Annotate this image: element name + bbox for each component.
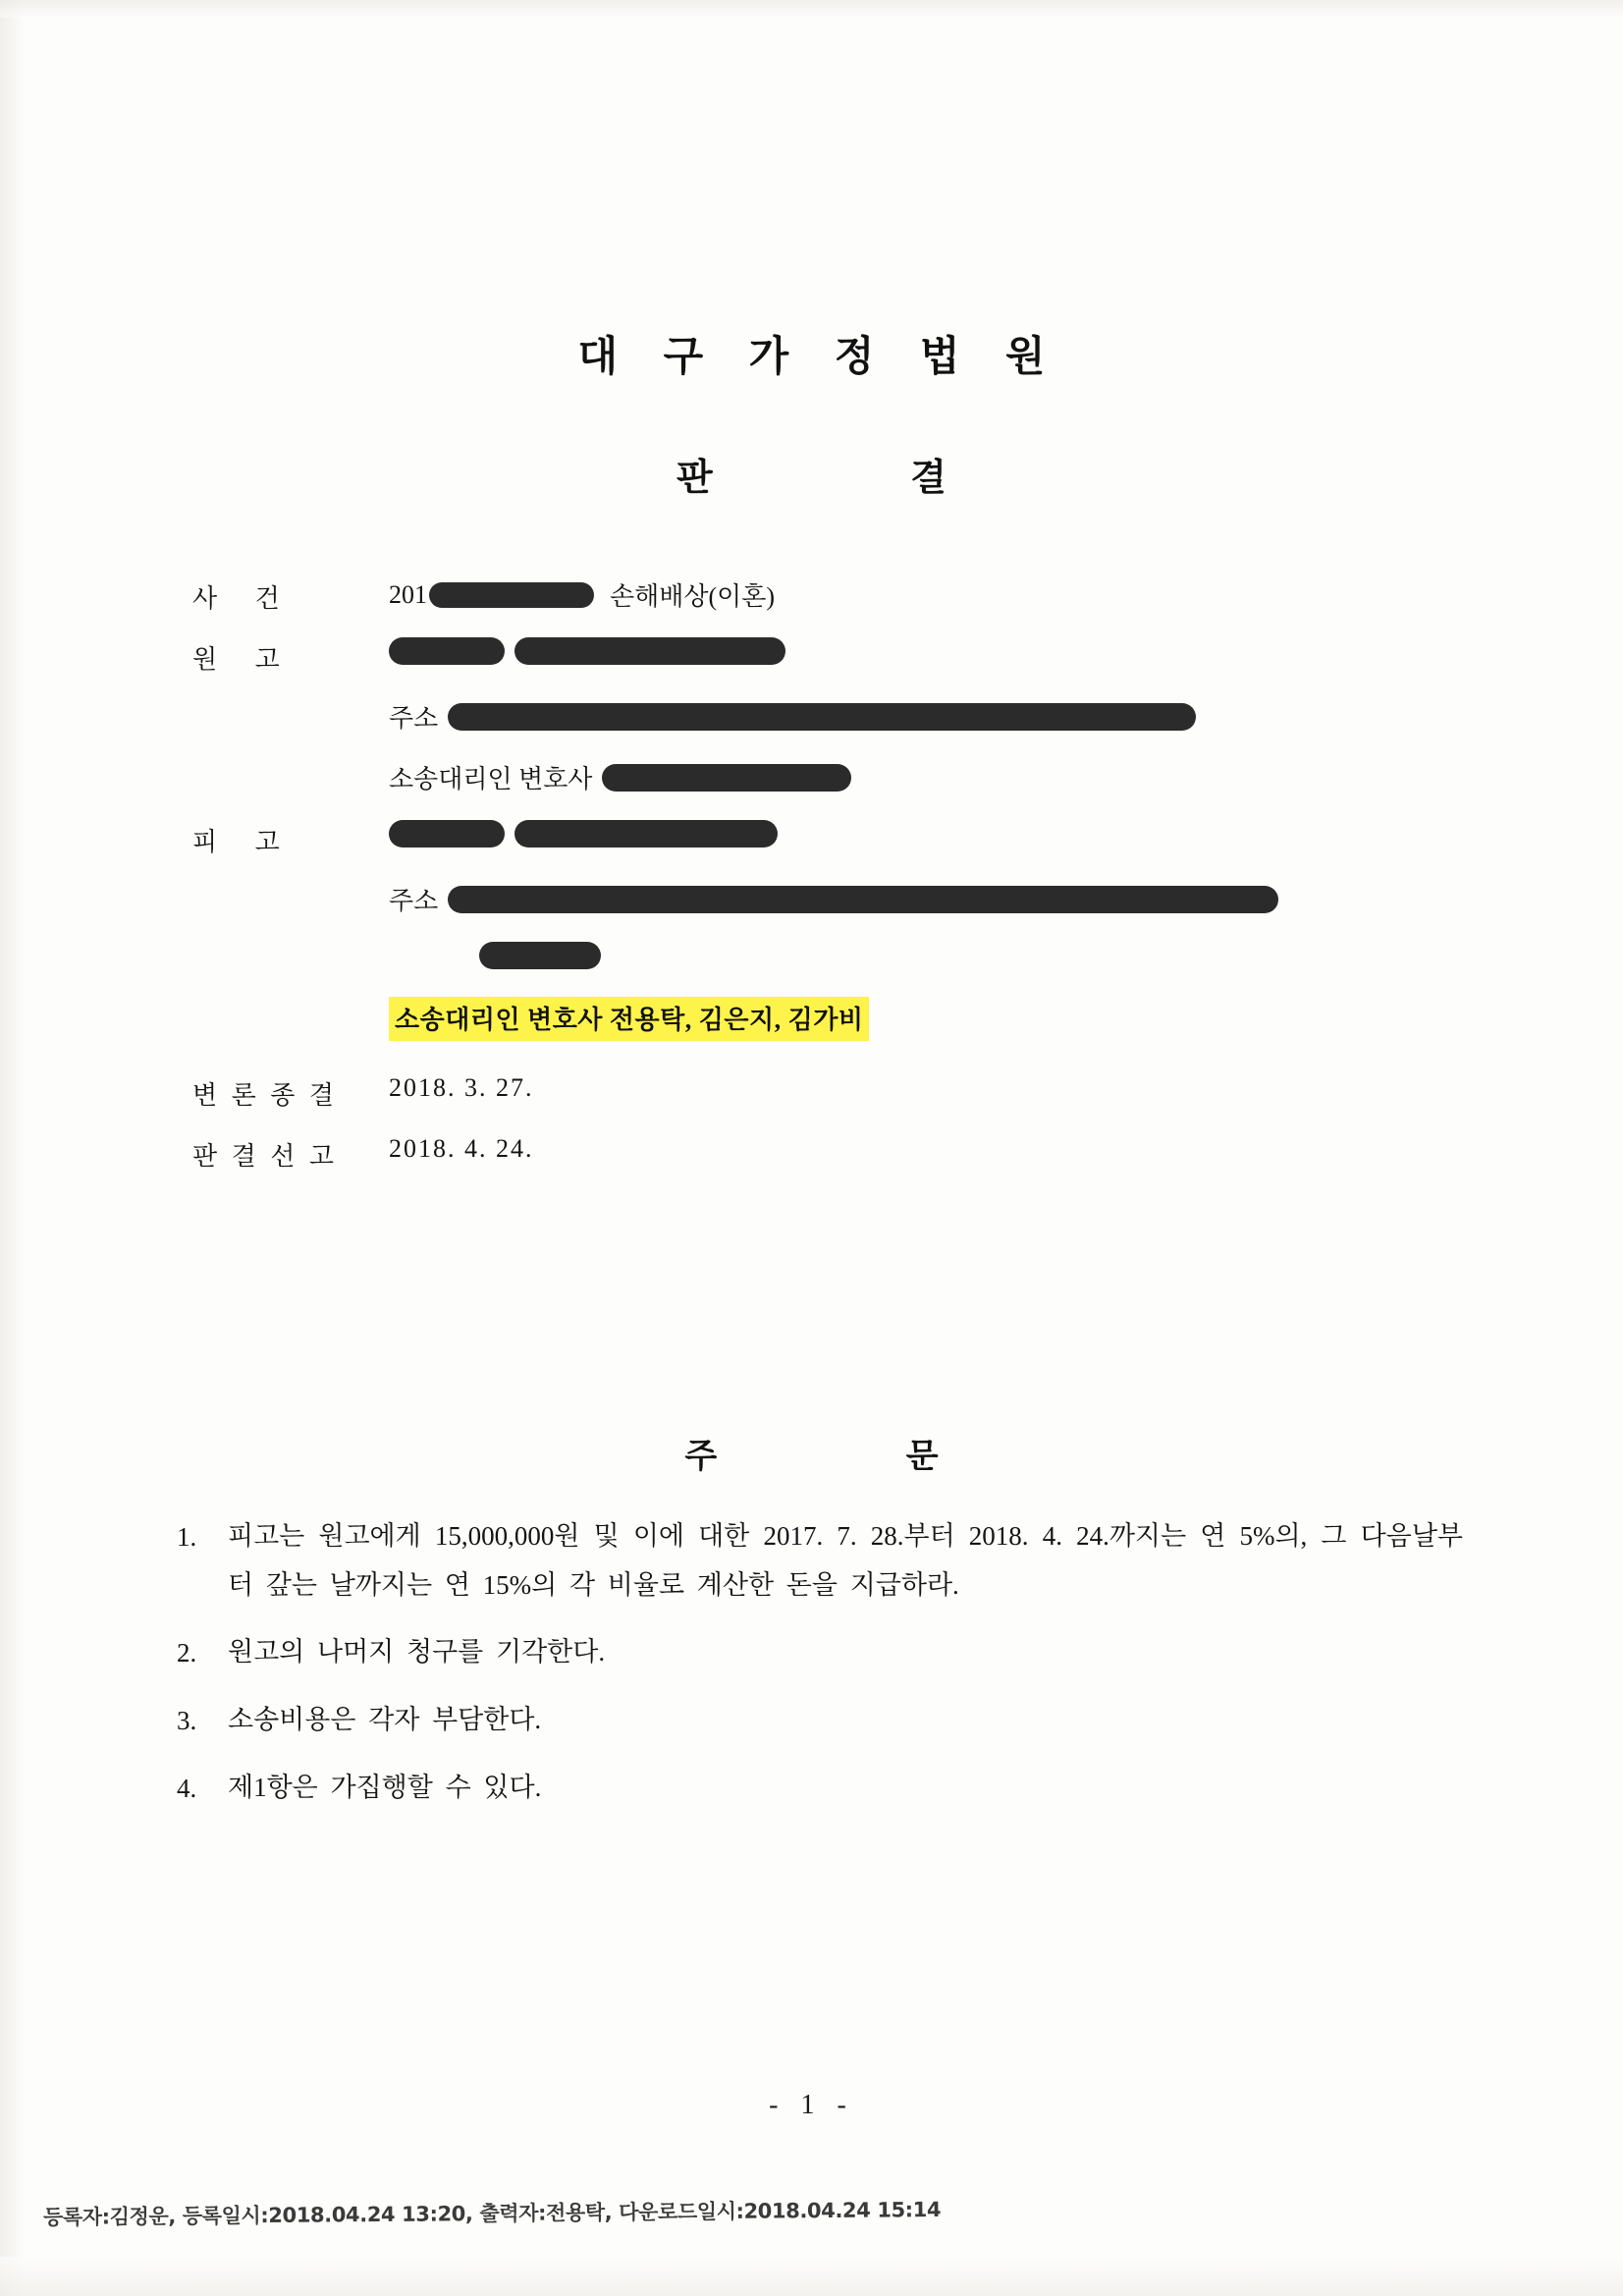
defendant-row <box>192 818 1469 879</box>
defendant-label: 피 고 <box>192 828 296 856</box>
case-name: 손해배상(이혼) <box>610 582 776 611</box>
plaintiff-counsel-label: 소송대리인 변호사 <box>389 765 593 793</box>
document-kind-heading: 판 결 <box>676 458 1041 499</box>
plaintiff-row <box>192 635 1469 696</box>
case-value <box>389 574 1469 613</box>
plaintiff-counsel-value <box>389 757 1469 795</box>
case-number-prefix: 201 <box>389 579 427 609</box>
plaintiff-value <box>389 635 1469 665</box>
redaction-defendant-name <box>389 820 505 847</box>
plaintiff-counsel-row <box>192 757 1469 818</box>
court-title: 대 구 가 정 법 원 <box>577 335 1063 380</box>
order-item <box>177 1628 1463 1678</box>
order-number: 3. <box>177 1705 197 1735</box>
orders-list <box>177 1512 1463 1831</box>
page-number: - 1 - <box>769 2090 854 2120</box>
case-metadata-block <box>192 574 1469 1193</box>
defendant-address-value-2 <box>389 940 1469 969</box>
defendant-address-value <box>389 879 1469 917</box>
order-text: 소송비용은 각자 부담한다. <box>228 1704 542 1734</box>
defendant-counsel-highlighted-text: 소송대리인 변호사 전용탁, 김은지, 김가비 <box>389 997 869 1041</box>
judgment-date-value: 2018. 4. 24. <box>389 1134 534 1163</box>
redaction-plaintiff-name <box>389 637 505 665</box>
order-number: 4. <box>177 1773 197 1803</box>
order-text: 원고의 나머지 청구를 기각한다. <box>228 1636 606 1667</box>
defendant-address-row-2 <box>192 940 1469 995</box>
order-item <box>177 1512 1463 1611</box>
defendant-counsel-value <box>389 995 1469 1041</box>
case-label: 사 건 <box>192 584 296 613</box>
order-text: 피고는 원고에게 15,000,000원 및 이에 대한 2017. 7. 28.부터 2018. 4. 24.까지는 연 5%의, 그 다음날부터 갚는 날까지는 연 15%의 각 비율로 계산한 돈을 지급하라. <box>228 1521 1463 1600</box>
plaintiff-address-label: 주소 <box>389 704 439 733</box>
defendant-value <box>389 818 1469 847</box>
closing-of-argument-label: 변 론 종 결 <box>192 1081 338 1110</box>
defendant-address-label: 주소 <box>389 887 439 915</box>
plaintiff-address-value <box>389 696 1469 735</box>
redaction-plaintiff-address <box>448 703 1196 731</box>
defendant-counsel-row <box>192 995 1469 1071</box>
order-number: 1. <box>177 1522 197 1552</box>
redaction-defendant-address-cont <box>479 942 601 969</box>
redaction-case-number <box>429 582 594 608</box>
order-number: 2. <box>177 1637 197 1667</box>
defendant-address-row <box>192 879 1469 940</box>
closing-of-argument-row <box>192 1071 1469 1132</box>
judgment-date-row <box>192 1132 1469 1193</box>
footer-registration-stamp: 등록자:김정운, 등록일시:2018.04.24 13:20, 출력자:전용탁, 다운로드일시:2018.04.24 15:14 <box>42 2198 942 2229</box>
redaction-plaintiff-detail <box>514 637 785 665</box>
scan-edge-bottom <box>0 2257 1623 2296</box>
redaction-defendant-address <box>448 886 1278 913</box>
order-text: 제1항은 가집행할 수 있다. <box>228 1772 542 1802</box>
redaction-plaintiff-counsel <box>602 764 851 792</box>
main-text-heading: 주 문 <box>684 1439 1029 1475</box>
judgment-date-label: 판 결 선 고 <box>192 1142 338 1171</box>
order-item <box>177 1696 1463 1746</box>
redaction-defendant-detail <box>514 820 778 847</box>
plaintiff-label: 원 고 <box>192 645 296 674</box>
closing-of-argument-date: 2018. 3. 27. <box>389 1073 534 1102</box>
plaintiff-address-row <box>192 696 1469 757</box>
scan-edge-top <box>0 0 1623 18</box>
order-item <box>177 1764 1463 1814</box>
case-row <box>192 574 1469 635</box>
